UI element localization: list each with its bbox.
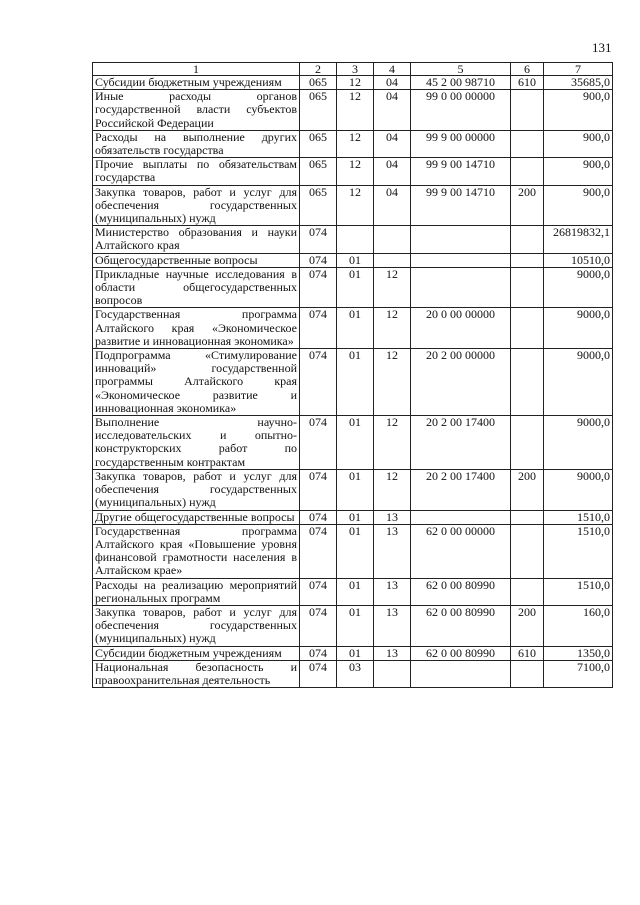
row-agency-code: 065 [300, 185, 337, 226]
row-amount: 1510,0 [544, 510, 613, 524]
row-amount: 35685,0 [544, 76, 613, 90]
row-target-article: 20 2 00 17400 [411, 469, 511, 510]
row-name: Закупка товаров, работ и услуг для обеспечения государственных (муниципальных) нужд [93, 605, 300, 646]
table-row [93, 226, 613, 253]
table-row [93, 130, 613, 157]
row-section: 12 [337, 185, 374, 226]
row-amount: 900,0 [544, 185, 613, 226]
row-section: 01 [337, 349, 374, 416]
page-number: 131 [592, 40, 612, 55]
row-name: Государственная программа Алтайского края «Экономическое развитие и инновационная экономика» [93, 308, 300, 349]
row-name: Прикладные научные исследования в области общегосударственных вопросов [93, 267, 300, 308]
row-section [337, 226, 374, 253]
row-expense-type: 610 [511, 76, 544, 90]
row-section: 01 [337, 510, 374, 524]
row-expense-type: 610 [511, 646, 544, 660]
row-section: 01 [337, 253, 374, 267]
row-amount: 26819832,1 [544, 226, 613, 253]
row-agency-code: 074 [300, 253, 337, 267]
table-row [93, 469, 613, 510]
row-section: 01 [337, 469, 374, 510]
table-row [93, 605, 613, 646]
row-agency-code: 074 [300, 605, 337, 646]
row-target-article: 99 9 00 00000 [411, 130, 511, 157]
row-expense-type [511, 578, 544, 605]
row-section: 01 [337, 578, 374, 605]
row-amount: 1510,0 [544, 578, 613, 605]
header-cell-5: 5 [411, 63, 511, 76]
row-subsection: 04 [374, 90, 411, 131]
row-subsection: 13 [374, 524, 411, 578]
row-section: 01 [337, 267, 374, 308]
header-cell-3: 3 [337, 63, 374, 76]
row-target-article [411, 253, 511, 267]
row-name: Субсидии бюджетным учреждениям [93, 646, 300, 660]
table-row [93, 267, 613, 308]
row-name: Прочие выплаты по обязательствам государства [93, 158, 300, 185]
header-cell-7: 7 [544, 63, 613, 76]
header-cell-6: 6 [511, 63, 544, 76]
row-agency-code: 074 [300, 660, 337, 687]
row-target-article: 20 0 00 00000 [411, 308, 511, 349]
table-row [93, 578, 613, 605]
row-subsection [374, 253, 411, 267]
row-name: Закупка товаров, работ и услуг для обеспечения государственных (муниципальных) нужд [93, 469, 300, 510]
row-agency-code: 074 [300, 267, 337, 308]
row-name: Министерство образования и науки Алтайского края [93, 226, 300, 253]
row-agency-code: 074 [300, 524, 337, 578]
row-agency-code: 074 [300, 416, 337, 470]
header-cell-4: 4 [374, 63, 411, 76]
row-target-article: 99 0 00 00000 [411, 90, 511, 131]
row-target-article: 20 2 00 00000 [411, 349, 511, 416]
row-target-article: 99 9 00 14710 [411, 185, 511, 226]
row-amount: 9000,0 [544, 349, 613, 416]
row-target-article [411, 510, 511, 524]
row-section: 12 [337, 90, 374, 131]
row-target-article [411, 226, 511, 253]
row-subsection: 13 [374, 605, 411, 646]
header-cell-1: 1 [93, 63, 300, 76]
row-subsection: 12 [374, 416, 411, 470]
row-subsection: 13 [374, 646, 411, 660]
row-expense-type [511, 130, 544, 157]
table-row [93, 510, 613, 524]
row-name: Общегосударственные вопросы [93, 253, 300, 267]
row-expense-type: 200 [511, 469, 544, 510]
row-target-article: 20 2 00 17400 [411, 416, 511, 470]
row-expense-type [511, 524, 544, 578]
row-amount: 9000,0 [544, 267, 613, 308]
row-target-article [411, 267, 511, 308]
row-name: Подпрограмма «Стимулирование инноваций» государственной программы Алтайского края «Экономическое развитие и инновационная экономика» [93, 349, 300, 416]
row-amount: 160,0 [544, 605, 613, 646]
row-subsection: 12 [374, 349, 411, 416]
row-target-article: 99 9 00 14710 [411, 158, 511, 185]
row-name: Выполнение научно-исследовательских и опытно-конструкторских работ по государственным контрактам [93, 416, 300, 470]
row-amount: 1510,0 [544, 524, 613, 578]
row-agency-code: 074 [300, 510, 337, 524]
row-section: 12 [337, 130, 374, 157]
row-agency-code: 074 [300, 646, 337, 660]
row-section: 03 [337, 660, 374, 687]
row-expense-type [511, 308, 544, 349]
row-subsection: 13 [374, 578, 411, 605]
row-name: Субсидии бюджетным учреждениям [93, 76, 300, 90]
row-target-article: 62 0 00 80990 [411, 605, 511, 646]
row-subsection [374, 226, 411, 253]
table-row [93, 76, 613, 90]
row-section: 01 [337, 524, 374, 578]
row-agency-code: 074 [300, 349, 337, 416]
row-section: 01 [337, 308, 374, 349]
header-row [93, 63, 613, 76]
row-expense-type [511, 90, 544, 131]
row-agency-code: 065 [300, 158, 337, 185]
table-row [93, 660, 613, 687]
row-agency-code: 074 [300, 469, 337, 510]
table-row [93, 253, 613, 267]
row-subsection: 04 [374, 130, 411, 157]
row-expense-type [511, 660, 544, 687]
row-subsection: 12 [374, 267, 411, 308]
table-row [93, 90, 613, 131]
table-row [93, 646, 613, 660]
row-expense-type: 200 [511, 185, 544, 226]
table-row [93, 185, 613, 226]
row-name: Национальная безопасность и правоохранительная деятельность [93, 660, 300, 687]
row-agency-code: 074 [300, 226, 337, 253]
row-subsection: 04 [374, 76, 411, 90]
row-subsection [374, 660, 411, 687]
table-row [93, 349, 613, 416]
row-subsection: 12 [374, 469, 411, 510]
row-name: Закупка товаров, работ и услуг для обеспечения государственных (муниципальных) нужд [93, 185, 300, 226]
row-agency-code: 074 [300, 578, 337, 605]
table-row [93, 524, 613, 578]
row-agency-code: 074 [300, 308, 337, 349]
row-name: Другие общегосударственные вопросы [93, 510, 300, 524]
table-row [93, 308, 613, 349]
row-amount: 10510,0 [544, 253, 613, 267]
row-subsection: 04 [374, 185, 411, 226]
row-target-article: 62 0 00 00000 [411, 524, 511, 578]
row-section: 01 [337, 416, 374, 470]
budget-table [92, 62, 613, 688]
row-agency-code: 065 [300, 76, 337, 90]
row-amount: 900,0 [544, 130, 613, 157]
row-expense-type [511, 267, 544, 308]
row-agency-code: 065 [300, 130, 337, 157]
table-row [93, 416, 613, 470]
header-cell-2: 2 [300, 63, 337, 76]
row-target-article [411, 660, 511, 687]
row-subsection: 04 [374, 158, 411, 185]
row-expense-type [511, 349, 544, 416]
row-section: 12 [337, 158, 374, 185]
row-name: Государственная программа Алтайского края «Повышение уровня финансовой грамотности населения в Алтайском крае» [93, 524, 300, 578]
row-subsection: 12 [374, 308, 411, 349]
row-expense-type [511, 158, 544, 185]
table-row [93, 158, 613, 185]
row-name: Иные расходы органов государственной власти субъектов Российской Федерации [93, 90, 300, 131]
row-subsection: 13 [374, 510, 411, 524]
row-target-article: 45 2 00 98710 [411, 76, 511, 90]
row-section: 12 [337, 76, 374, 90]
row-target-article: 62 0 00 80990 [411, 578, 511, 605]
row-amount: 9000,0 [544, 416, 613, 470]
row-section: 01 [337, 605, 374, 646]
row-name: Расходы на выполнение других обязательств государства [93, 130, 300, 157]
row-target-article: 62 0 00 80990 [411, 646, 511, 660]
row-amount: 9000,0 [544, 308, 613, 349]
row-expense-type [511, 253, 544, 267]
row-amount: 1350,0 [544, 646, 613, 660]
row-agency-code: 065 [300, 90, 337, 131]
row-expense-type [511, 416, 544, 470]
row-amount: 900,0 [544, 90, 613, 131]
row-amount: 900,0 [544, 158, 613, 185]
row-expense-type: 200 [511, 605, 544, 646]
row-expense-type [511, 510, 544, 524]
row-amount: 7100,0 [544, 660, 613, 687]
row-section: 01 [337, 646, 374, 660]
row-amount: 9000,0 [544, 469, 613, 510]
row-expense-type [511, 226, 544, 253]
row-name: Расходы на реализацию мероприятий региональных программ [93, 578, 300, 605]
